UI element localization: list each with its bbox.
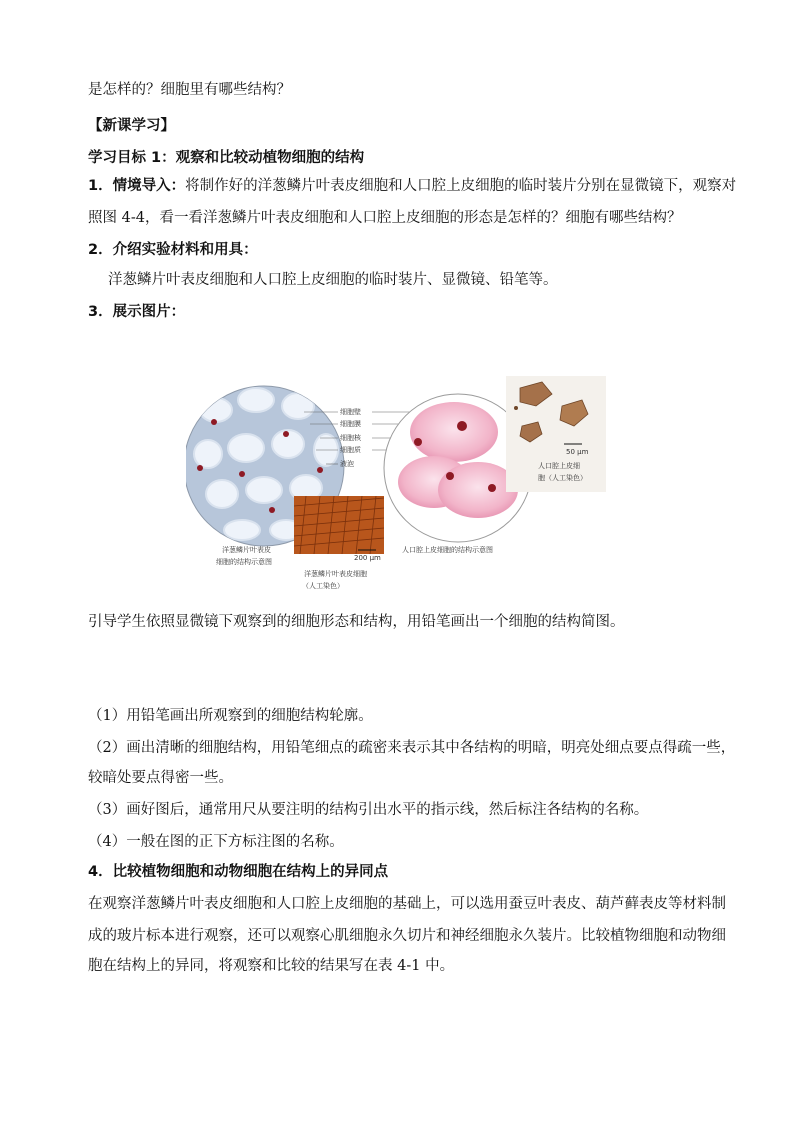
step-text: 将制作好的洋葱鳞片叶表皮细胞和人口腔上皮细胞的临时装片分别在显微镜下，观察对 [185, 178, 737, 194]
text-line: 是怎样的？细胞里有哪些结构？ [88, 82, 291, 98]
label-vacuole: 液泡 [340, 460, 354, 468]
list-item: （3）画好图后，通常用尺从要注明的结构引出水平的指示线，然后标注各结构的名称。 [88, 802, 649, 818]
cell-diagram [186, 370, 608, 598]
objective-heading: 学习目标 1：观察和比较动植物细胞的结构 [88, 150, 365, 166]
step-heading: 3．展示图片： [88, 304, 186, 320]
label-cell-membrane: 细胞膜 [340, 420, 361, 428]
paragraph-line: 较暗处要点得密一些。 [88, 770, 233, 786]
cell-figure [186, 370, 608, 598]
photo-caption-line1: 人口腔上皮细 [538, 462, 580, 470]
human-diagram-caption: 人口腔上皮细胞的结构示意图 [402, 546, 493, 554]
micrograph-caption-line1: 洋葱鳞片叶表皮细胞 [304, 570, 367, 578]
photo-scale: 50 μm [566, 448, 589, 456]
photo-caption-line2: 胞（人工染色） [538, 474, 587, 482]
cheek-cell-photo [506, 376, 606, 492]
label-cytoplasm: 细胞质 [340, 446, 361, 454]
paragraph-line: 照图 4-4，看一看洋葱鳞片叶表皮细胞和人口腔上皮细胞的形态是怎样的？细胞有哪些结构？ [88, 210, 682, 226]
list-item: （2）画出清晰的细胞结构，用铅笔细点的疏密来表示其中各结构的明暗，明亮处细点要点得疏一些， [88, 740, 736, 756]
label-cell-wall: 细胞壁 [340, 408, 361, 416]
onion-micrograph [294, 496, 384, 562]
paragraph-line: 引导学生依照显微镜下观察到的细胞形态和结构，用铅笔画出一个细胞的结构简图。 [88, 614, 625, 630]
micrograph-caption-line2: （人工染色） [302, 582, 344, 590]
list-item: （1）用铅笔画出所观察到的细胞结构轮廓。 [88, 708, 373, 724]
list-item: （4）一般在图的正下方标注图的名称。 [88, 834, 344, 850]
label-nucleus: 细胞核 [340, 434, 361, 442]
paragraph-line [88, 176, 736, 196]
step-heading: 4．比较植物细胞和动物细胞在结构上的异同点 [88, 864, 389, 880]
step-heading: 2．介绍实验材料和用具： [88, 242, 258, 258]
section-heading: 【新课学习】 [88, 118, 175, 134]
paragraph-line: 成的玻片标本进行观察，还可以观察心肌细胞永久切片和神经细胞永久装片。比较植物细胞和动物细 [88, 928, 726, 944]
step-label: 1．情境导入： [88, 178, 186, 194]
onion-caption-line1: 洋葱鳞片叶表皮 [222, 546, 271, 554]
paragraph-line: 洋葱鳞片叶表皮细胞和人口腔上皮细胞的临时装片、显微镜、铅笔等。 [108, 272, 558, 288]
paragraph-line: 在观察洋葱鳞片叶表皮细胞和人口腔上皮细胞的基础上，可以选用蚕豆叶表皮、葫芦藓表皮等材料制 [88, 896, 726, 912]
paragraph-line: 胞在结构上的异同，将观察和比较的结果写在表 4-1 中。 [88, 958, 455, 974]
onion-caption-line2: 细胞的结构示意图 [216, 558, 272, 566]
micrograph-scale: 200 μm [354, 554, 381, 562]
